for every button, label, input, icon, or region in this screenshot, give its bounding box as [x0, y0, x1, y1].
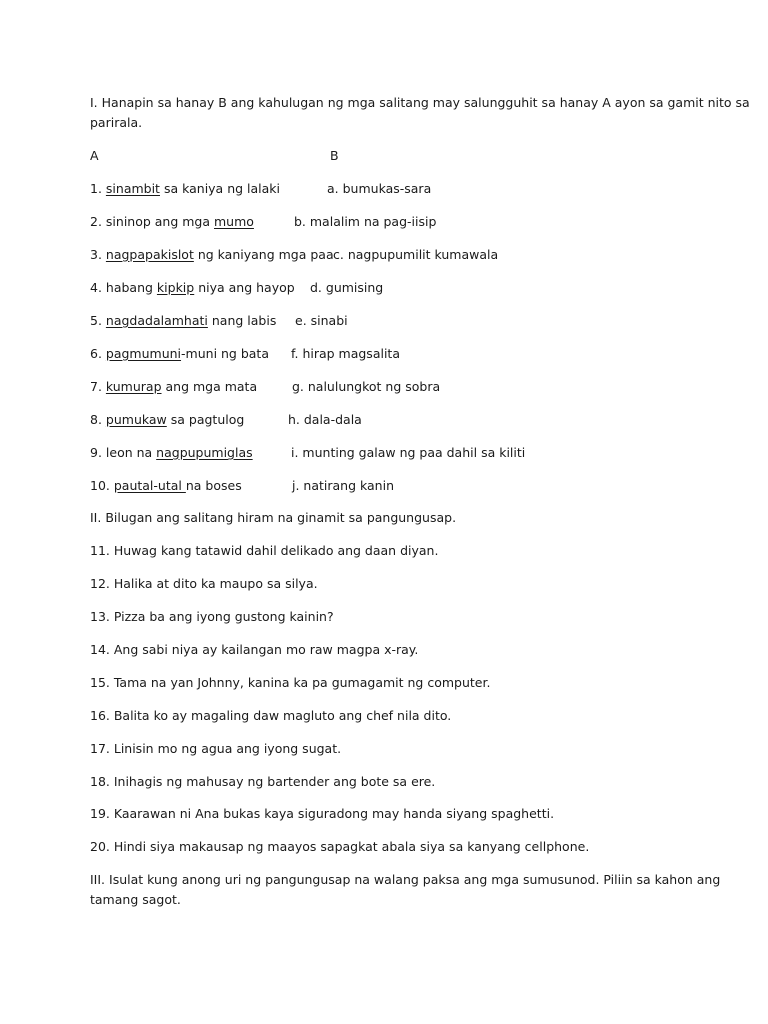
underlined-word: sinambit: [105, 181, 160, 196]
item-text-post: sa pagtulog: [166, 412, 245, 427]
choice-b-b: b. malalim na pag-iisip: [294, 214, 437, 229]
underlined-word: pautal-utal: [113, 478, 186, 493]
item-text-pre: sininop ang mga: [105, 214, 214, 229]
part2-item-15: 15. Tama na yan Johnny, kanina ka pa gumagamit ng computer.: [90, 675, 491, 690]
part2-item-17: 17. Linisin mo ng agua ang iyong sugat.: [90, 741, 342, 756]
part2-item-13: 13. Pizza ba ang iyong gustong kainin?: [90, 609, 334, 624]
item-a-7: [90, 379, 257, 395]
column-b-header: B: [330, 148, 339, 163]
part3-instruction-line2: tamang sagot.: [90, 892, 181, 907]
item-text-post: -muni ng bata: [181, 346, 269, 361]
part2-item-12: 12. Halika at dito ka maupo sa silya.: [90, 576, 318, 591]
underlined-word: nagpupumiglas: [156, 445, 253, 460]
item-number: 6.: [90, 346, 106, 361]
choice-b-c: c. nagpupumilit kumawala: [333, 247, 499, 262]
choice-b-j: j. natirang kanin: [292, 478, 395, 493]
part3-instruction-line1: III. Isulat kung anong uri ng pangungusap na walang paksa ang mga sumusunod. Piliin sa kahon ang: [90, 872, 721, 887]
underlined-word: nagdadalamhati: [105, 313, 208, 328]
item-number: 10.: [90, 478, 114, 493]
item-number: 7.: [90, 379, 106, 394]
choice-b-a: a. bumukas-sara: [327, 181, 432, 196]
item-number: 5.: [90, 313, 106, 328]
item-a-9: [90, 445, 253, 461]
column-a-header: A: [90, 148, 99, 163]
item-number: 1.: [90, 181, 106, 196]
choice-b-i: i. munting galaw ng paa dahil sa kiliti: [291, 445, 526, 460]
item-text-pre: leon na: [105, 445, 157, 460]
item-a-6: [90, 346, 269, 362]
item-number: 3.: [90, 247, 106, 262]
underlined-word: nagpapakislot: [105, 247, 194, 262]
part1-instruction-line1: I. Hanapin sa hanay B ang kahulugan ng mga salitang may salungguhit sa hanay A ayon sa gamit nito sa: [90, 95, 750, 110]
choice-b-h: h. dala-dala: [288, 412, 362, 427]
choice-b-f: f. hirap magsalita: [291, 346, 400, 361]
item-a-8: [90, 412, 244, 428]
item-a-10: [90, 478, 242, 494]
part2-item-11: 11. Huwag kang tatawid dahil delikado ang daan diyan.: [90, 543, 439, 558]
underlined-word: pagmumuni: [105, 346, 182, 361]
item-a-3: [90, 247, 334, 263]
part2-item-18: 18. Inihagis ng mahusay ng bartender ang bote sa ere.: [90, 774, 436, 789]
item-a-4: [90, 280, 295, 296]
part2-item-19: 19. Kaarawan ni Ana bukas kaya siguradong may handa siyang spaghetti.: [90, 806, 555, 821]
choice-b-e: e. sinabi: [295, 313, 348, 328]
underlined-word: kipkip: [156, 280, 195, 295]
item-a-2: [90, 214, 254, 230]
underlined-word: pumukaw: [105, 412, 167, 427]
item-text-post: ng kaniyang mga paa: [193, 247, 334, 262]
item-text-post: ang mga mata: [161, 379, 258, 394]
part2-item-16: 16. Balita ko ay magaling daw magluto ang chef nila dito.: [90, 708, 452, 723]
choice-b-g: g. nalulungkot ng sobra: [292, 379, 441, 394]
underlined-word: mumo: [214, 214, 254, 229]
part2-instruction: II. Bilugan ang salitang hiram na ginamit sa pangungusap.: [90, 510, 457, 525]
choice-b-d: d. gumising: [310, 280, 384, 295]
item-text-post: na boses: [185, 478, 242, 493]
item-a-1: [90, 181, 280, 197]
item-number: 8.: [90, 412, 106, 427]
part2-item-20: 20. Hindi siya makausap ng maayos sapagkat abala siya sa kanyang cellphone.: [90, 839, 590, 854]
item-number: 2.: [90, 214, 106, 229]
item-text-post: nang labis: [207, 313, 277, 328]
item-text-post: sa kaniya ng lalaki: [159, 181, 281, 196]
part2-item-14: 14. Ang sabi niya ay kailangan mo raw magpa x-ray.: [90, 642, 419, 657]
item-number: 4.: [90, 280, 106, 295]
item-a-5: [90, 313, 276, 329]
underlined-word: kumurap: [105, 379, 162, 394]
part1-instruction-line2: parirala.: [90, 115, 143, 130]
item-number: 9.: [90, 445, 106, 460]
item-text-pre: habang: [105, 280, 157, 295]
item-text-post: niya ang hayop: [194, 280, 295, 295]
